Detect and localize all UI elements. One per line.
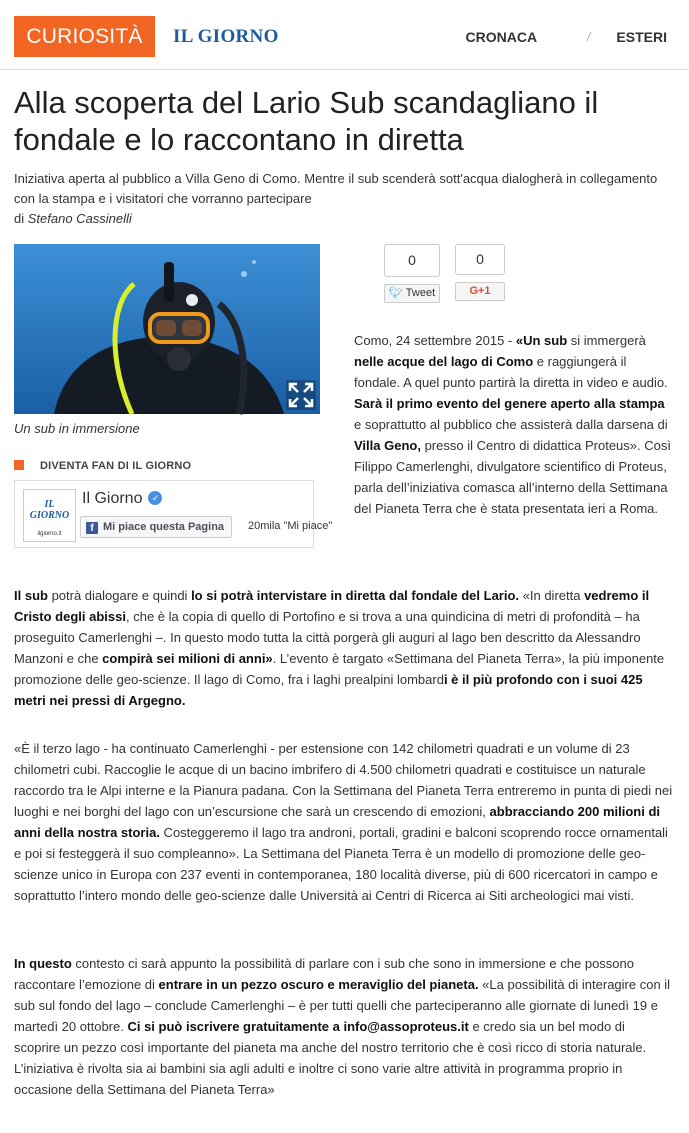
byline <box>14 211 132 226</box>
twitter-count: 0 <box>384 244 440 277</box>
fb-like-button[interactable] <box>80 516 232 538</box>
text-run: , che è la copia di quello di Portofino e si trova a una quindicina di metri di profondità – ha proseguito Camerlenghi –. In questo modo tutta la città porgerà gli auguri al lago ben descritto da Alessandro Manzoni e che <box>14 609 641 666</box>
fb-logo-line2: GIORNO <box>29 510 70 521</box>
text-run: presso il Centro di didattica Proteus». Così Filippo Camerlenghi, divulgatore scientifico di Proteus, parla dell’iniziativa comasca all’interno della Settimana del Pianeta Terra che è stata presentata ieri a Roma. <box>354 438 671 516</box>
text-run: Como, 24 settembre 2015 - <box>354 333 516 348</box>
top-bar <box>0 0 689 70</box>
nav-item-esteri[interactable]: ESTERI <box>616 29 667 45</box>
text-run: «La possibilità di interagire con il sub sul fondo del lago – conclude Camerlenghi – è per tutti quelli che parteciperanno alle giornate di lunedì 19 e martedì 20 ottobre. <box>14 977 671 1034</box>
twitter-bird-icon: 🐦︎ <box>388 287 403 299</box>
facebook-page-widget <box>14 480 333 548</box>
bold-text: Ci si può iscrivere gratuitamente a info@assoproteus.it <box>127 1019 469 1034</box>
bold-text: «Un sub <box>515 333 568 348</box>
gplus-share <box>455 244 505 301</box>
article-paragraph <box>354 330 674 519</box>
text-run: potrà dialogare e quindi <box>47 588 192 603</box>
twitter-share <box>384 244 440 303</box>
gplus-count: 0 <box>455 244 505 275</box>
tweet-button[interactable] <box>384 284 440 303</box>
fan-box-title <box>14 460 191 472</box>
text-run: «In diretta <box>519 588 585 603</box>
main-nav <box>466 29 667 45</box>
byline-prefix: di <box>14 211 25 226</box>
fb-logo-line1: IL <box>44 499 55 510</box>
expand-icon[interactable] <box>286 380 316 410</box>
gplus-button[interactable]: G+1 <box>455 282 505 301</box>
bold-text: abbracciando 200 milioni di anni della nostra storia. <box>14 804 661 840</box>
bold-text: entrare in un pezzo oscuro e meraviglio del pianeta. <box>158 977 479 992</box>
image-caption: Un sub in immersione <box>14 421 140 436</box>
text-run: e credo sia un bel modo di scoprire un pezzo così importante del pianeta ma anche del nostro territorio che è così ricco di storia naturale. L’iniziativa è rivolta sia ai bambini sia agli adulti e inoltre ci sono varie altre attività in programma proprio in occasione della Settimana del Pianeta Terra» <box>14 1019 647 1097</box>
section-badge[interactable]: CURIOSITÀ <box>14 16 155 57</box>
article-image[interactable] <box>14 244 320 414</box>
article-paragraph <box>14 953 674 1100</box>
fb-logo-url: ilgiorno.it <box>37 531 62 537</box>
text-run: contesto ci sarà appunto la possibilità di parlare con i sub che sono in immersione e che possono raccontare l’emozione di <box>14 956 634 992</box>
bold-text: vedremo il Cristo degli abissi <box>14 588 650 624</box>
nav-item-cronaca[interactable]: CRONACA <box>465 29 538 45</box>
fb-like-count: 20mila "Mi piace" <box>248 520 333 532</box>
site-logo[interactable]: IL GIORNO <box>173 26 279 47</box>
fb-like-label: Mi piace questa Pagina <box>103 521 225 533</box>
bullet-square-icon <box>14 460 24 470</box>
article-subtitle: Iniziativa aperta al pubblico a Villa Geno di Como. Mentre il sub scenderà sott'acqua dialogherà in collegamento con la stampa e i visitatori che vorranno partecipare <box>14 171 658 206</box>
text-run: «È il terzo lago - ha continuato Camerlenghi - per estensione con 142 chilometri quadrati e un volume di 23 chilometri cubi. Raccoglie le acque di un bacino imbrifero di 4.500 chilometri quadrati e costituisce un naturale raccordo tra le Alpi interne e la Pianura padana. Con la Settimana del Pianeta Terra entreremo in punta di piedi nei luoghi e nei borghi del lago con un’escursione che sarà un crescendo di emozioni, <box>14 741 673 819</box>
fan-box-title-text: DIVENTA FAN DI IL GIORNO <box>40 460 192 472</box>
facebook-icon: f <box>86 522 98 534</box>
page-title: Alla scoperta del Lario Sub scandagliano il fondale e lo raccontano in diretta <box>14 85 599 157</box>
article-paragraph <box>14 738 674 906</box>
bold-text: In questo <box>14 956 72 971</box>
text-run: Costeggeremo il lago tra androni, portali, gradini e balconi scoprendo rocce ornamentali e poi si festeggerà il suo compleanno». La Settimana del Pianeta Terra è un modello di promozione delle geo-scienze unico in Europa con 237 eventi in contemporanea, 180 località diverse, più di 600 ricercatori in campo e soprattutto l’intero mondo delle geo-scienze dalle Università ai Centri di Ricerca ai Siti archeologici mai visti. <box>14 825 668 903</box>
fb-page-name-text[interactable]: Il Giorno <box>82 490 143 507</box>
fb-page-name[interactable] <box>82 490 162 508</box>
article-paragraph <box>14 585 674 711</box>
text-run: . L’evento è targato «Settimana del Pianeta Terra», la più imponente promozione delle geo-scienze. Il lago di Como, fra i laghi prealpini lombard <box>14 651 665 687</box>
verified-check-icon: ✓ <box>148 491 162 505</box>
nav-separator: / <box>587 30 591 44</box>
bold-text: nelle acque del lago di Como <box>354 354 534 369</box>
fb-page-logo[interactable] <box>23 489 76 542</box>
text-run: e soprattutto al pubblico che assisterà dalla darsena di <box>354 417 668 432</box>
bold-text: Villa Geno, <box>354 438 421 453</box>
bold-text: Il sub <box>14 588 48 603</box>
text-run: e raggiungerà il fondale. A quel punto partirà la diretta in video e audio. <box>354 354 668 390</box>
bold-text: lo si potrà intervistare in diretta dal fondale del Lario. <box>191 588 520 603</box>
diver-photo <box>14 244 320 414</box>
text-run: si immergerà <box>567 333 646 348</box>
author-name[interactable]: Stefano Cassinelli <box>27 211 132 226</box>
bold-text: compirà sei milioni di anni» <box>102 651 273 666</box>
bold-text: Sarà il primo evento del genere aperto alla stampa <box>354 396 665 411</box>
bold-text: i è il più profondo con i suoi 425 metri nei pressi di Argegno. <box>14 672 643 708</box>
tweet-label: Tweet <box>405 287 436 299</box>
